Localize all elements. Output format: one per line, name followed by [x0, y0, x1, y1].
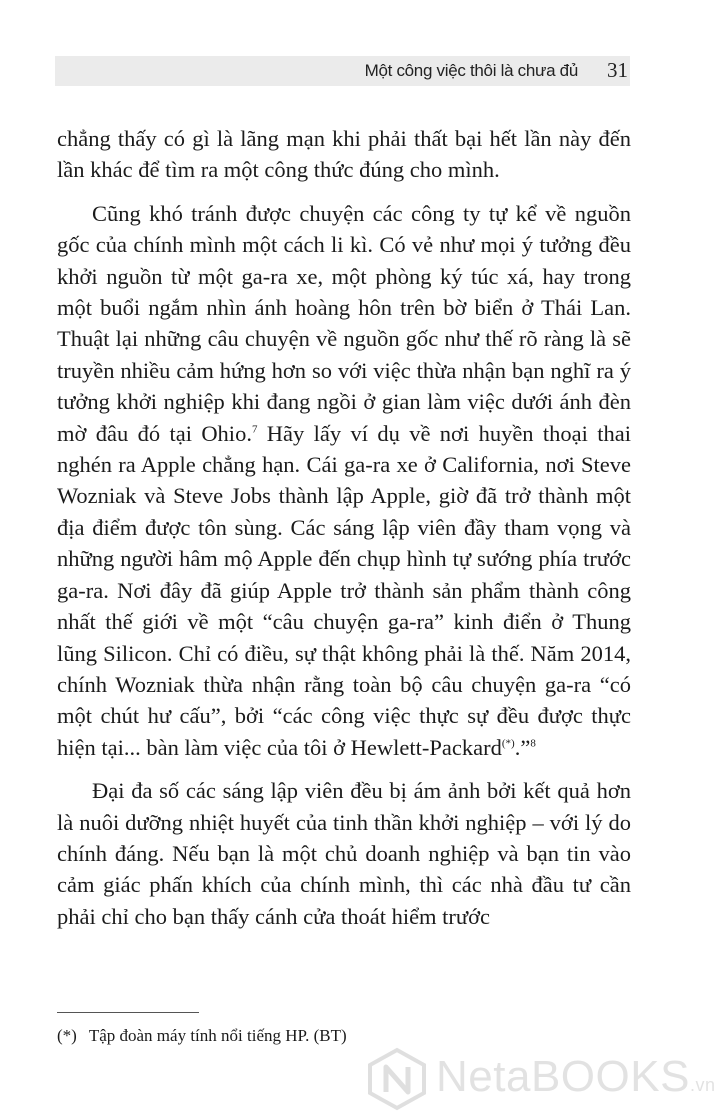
endnote-ref-7: 7 [251, 423, 258, 436]
paragraph-3: Đại đa số các sáng lập viên đều bị ám ảnh bởi kết quả hơn là nuôi dưỡng nhiệt huyết của tinh thần khởi nghiệp – với lý do chính đáng. Nếu bạn là một chủ doanh nghiệp và bạn tin vào cảm giác phấn khích của chính mình, thì các nhà đầu tư cần phải chỉ cho bạn thấy cánh cửa thoát hiểm trước [57, 778, 631, 929]
paragraph-1: chẳng thấy có gì là lãng mạn khi phải thất bại hết lần này đến lần khác để tìm ra một công thức đúng cho mình. [57, 126, 631, 183]
footnote [57, 1026, 347, 1046]
body-text [57, 123, 631, 932]
chapter-title: Một công việc thôi là chưa đủ [364, 61, 578, 80]
paragraph-2-part-a: Cũng khó tránh được chuyện các công ty tự kể về nguồn gốc của chính mình một cách li kì. Có vẻ như mọi ý tưởng đều khởi nguồn từ một ga-ra xe, một phòng ký túc xá, hay trong một buổi ngắm nhìn ánh hoàng hôn trên bờ biển ở Thái Lan. Thuật lại những câu chuyện về nguồn gốc như thế rõ ràng là sẽ truyền nhiều cảm hứng hơn so với việc thừa nhận bạn nghĩ ra ý tưởng khởi nghiệp khi đang ngồi ở gian làm việc dưới ánh đèn mờ đâu đó tại Ohio. [57, 200, 631, 446]
footnote-text: Tập đoàn máy tính nổi tiếng HP. (BT) [88, 1026, 347, 1045]
watermark-logo-icon [366, 1048, 428, 1110]
watermark-suffix: .vn [689, 1075, 715, 1095]
page-number: 31 [607, 58, 628, 82]
watermark-text [436, 1052, 715, 1102]
paragraph-2 [57, 198, 631, 763]
footnote-mark: (*) [501, 737, 515, 750]
watermark-brand: NetaBOOKS [436, 1052, 690, 1101]
paragraph-2-part-b: Hãy lấy ví dụ về nơi huyền thoại thai nghén ra Apple chẳng hạn. Cái ga-ra xe ở California, nơi Steve Wozniak và Steve Jobs thành lập Apple, giờ đã trở thành một địa điểm được tôn sùng. Các sáng lập viên đầy tham vọng và những người hâm mộ Apple đến chụp hình tự sướng phía trước ga-ra. Nơi đây đã giúp Apple trở thành sản phẩm thành công nhất thế giới về một “câu chuyện ga-ra” kinh điển ở Thung lũng Silicon. Chỉ có điều, sự thật không phải là thế. Năm 2014, chính Wozniak thừa nhận rằng toàn bộ câu chuyện ga-ra “có một chút hư cấu”, bởi “các công việc thực sự đều được thực hiện tại... bàn làm việc của tôi ở Hewlett-Packard [57, 420, 631, 760]
endnote-ref-8: 8 [530, 737, 536, 750]
footnote-divider [57, 1012, 199, 1013]
running-header [55, 56, 630, 86]
footnote-marker: (*) [57, 1026, 77, 1045]
paragraph-2-part-c: .” [514, 734, 531, 760]
watermark [366, 1046, 715, 1116]
